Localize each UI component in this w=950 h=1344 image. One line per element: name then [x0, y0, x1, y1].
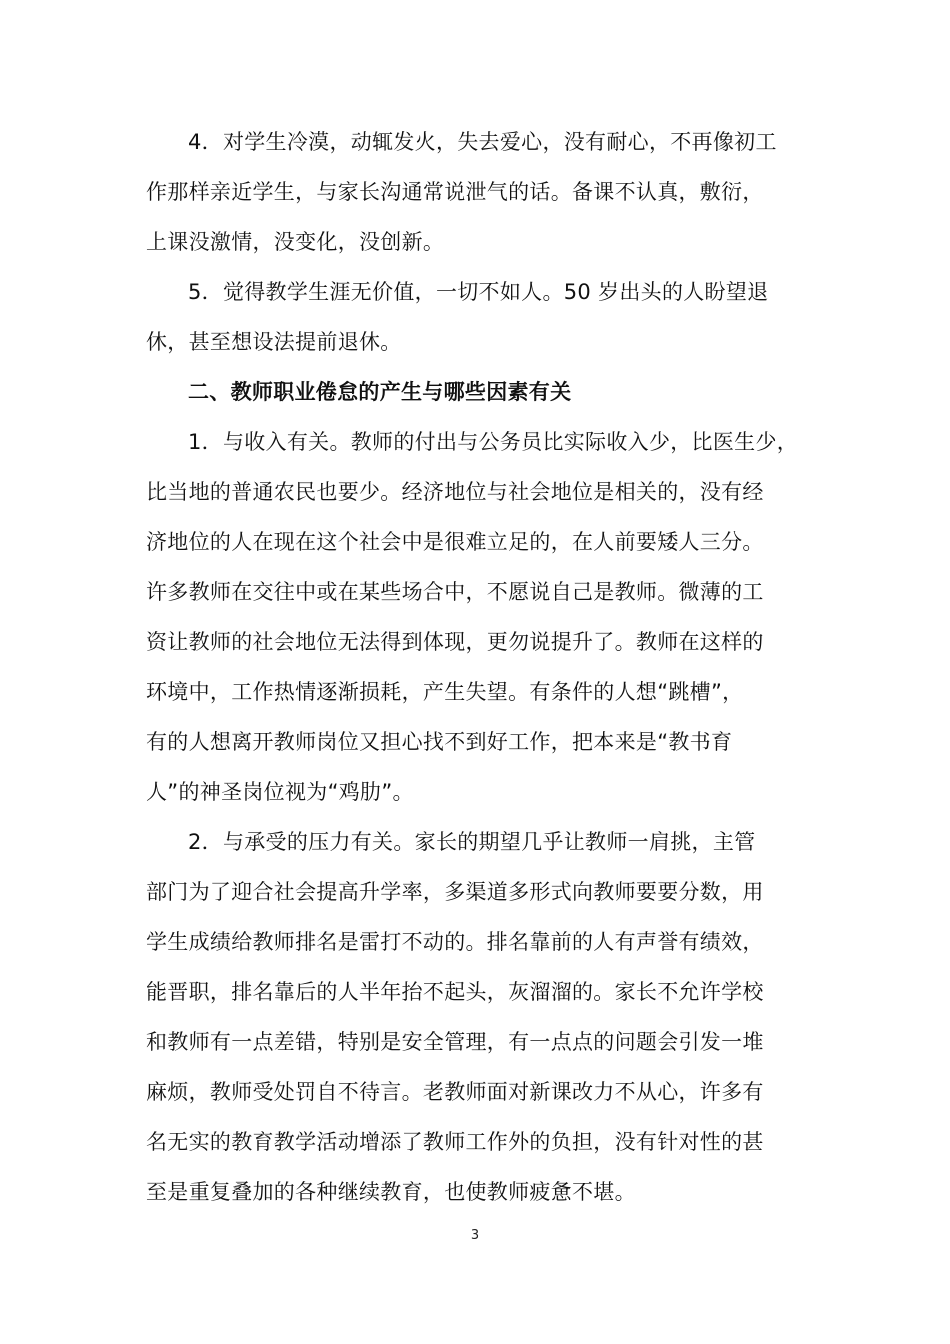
paragraph-4-line-5: 和教师有一点差错，特别是安全管理，有一点点的问题会引发一堆 [146, 1030, 764, 1054]
paragraph-3-line-6: 环境中，工作热情逐渐损耗，产生失望。有条件的人想“跳槽”， [146, 680, 744, 704]
paragraph-2-line-1: 5．觉得教学生涯无价值，一切不如人。50 岁出头的人盼望退 [188, 280, 769, 304]
paragraph-3-line-3: 济地位的人在现在这个社会中是很难立足的，在人前要矮人三分。 [146, 530, 764, 554]
page-number: 3 [470, 1228, 480, 1243]
section-heading: 二、教师职业倦怠的产生与哪些因素有关 [188, 380, 572, 404]
paragraph-1-line-3: 上课没激情，没变化，没创新。 [146, 230, 445, 254]
paragraph-3-line-8: 人”的神圣岗位视为“鸡肋”。 [146, 780, 414, 804]
paragraph-4-line-7: 名无实的教育教学活动增添了教师工作外的负担，没有针对性的甚 [146, 1130, 764, 1154]
paragraph-4-line-8: 至是重复叠加的各种继续教育，也使教师疲惫不堪。 [146, 1180, 636, 1204]
paragraph-1-line-2: 作那样亲近学生，与家长沟通常说泄气的话。备课不认真，敷衍， [146, 180, 764, 204]
paragraph-4-line-2: 部门为了迎合社会提高升学率，多渠道多形式向教师要要分数，用 [146, 880, 764, 904]
paragraph-3-line-2: 比当地的普通农民也要少。经济地位与社会地位是相关的，没有经 [146, 480, 764, 504]
paragraph-4-line-4: 能晋职，排名靠后的人半年抬不起头，灰溜溜的。家长不允许学校 [146, 980, 764, 1004]
paragraph-4-line-6: 麻烦，教师受处罚自不待言。老教师面对新课改力不从心，许多有 [146, 1080, 764, 1104]
paragraph-3-line-7: 有的人想离开教师岗位又担心找不到好工作，把本来是“教书育 [146, 730, 733, 754]
paragraph-3-line-1: 1．与收入有关。教师的付出与公务员比实际收入少，比医生少， [188, 430, 799, 454]
paragraph-4-line-1: 2．与承受的压力有关。家长的期望几乎让教师一肩挑，主管 [188, 830, 756, 854]
paragraph-3-line-5: 资让教师的社会地位无法得到体现，更勿说提升了。教师在这样的 [146, 630, 764, 654]
paragraph-2-line-2: 休，甚至想设法提前退休。 [146, 330, 402, 354]
paragraph-1-line-1: 4．对学生冷漠，动辄发火，失去爱心，没有耐心，不再像初工 [188, 130, 777, 154]
paragraph-4-line-3: 学生成绩给教师排名是雷打不动的。排名靠前的人有声誉有绩效， [146, 930, 764, 954]
paragraph-3-line-4: 许多教师在交往中或在某些场合中，不愿说自己是教师。微薄的工 [146, 580, 764, 604]
